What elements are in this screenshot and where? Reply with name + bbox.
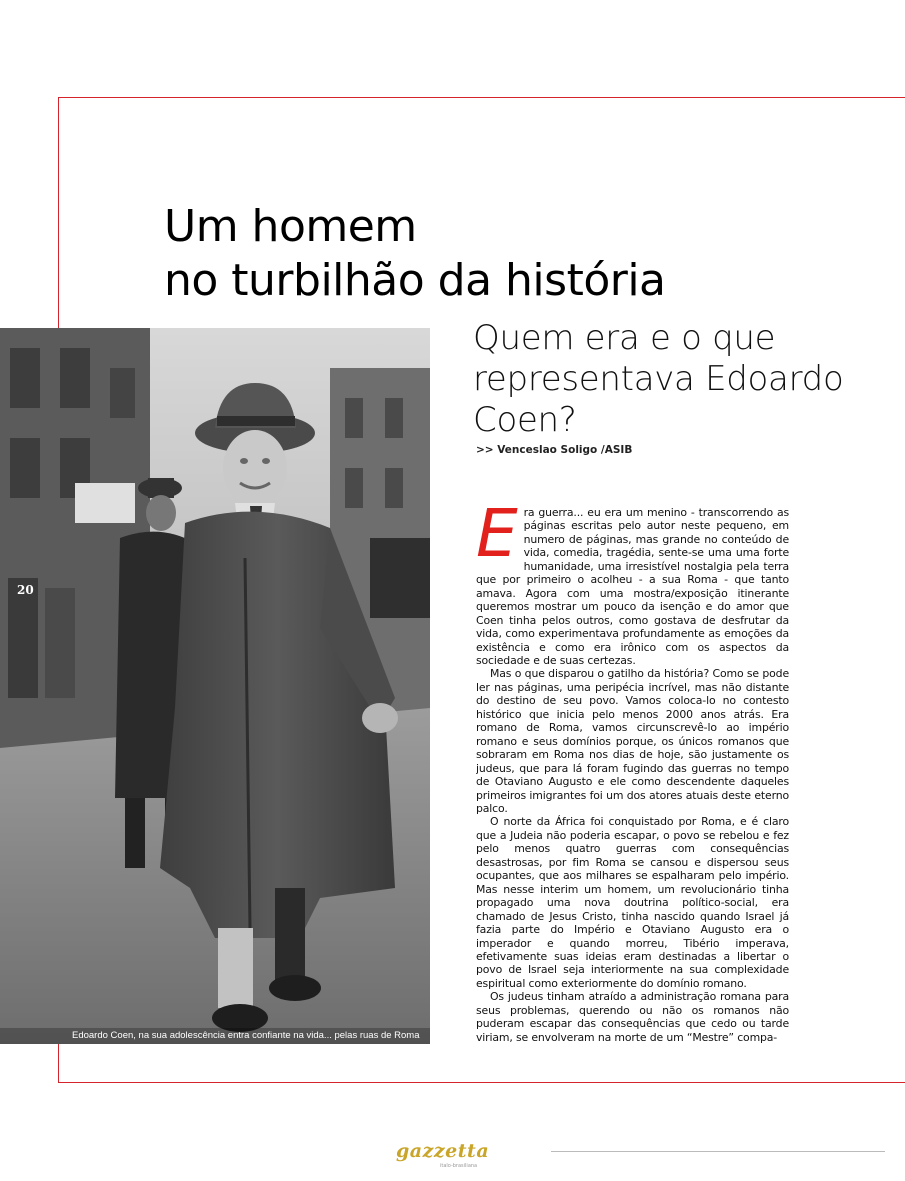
frame-top-rule	[58, 97, 905, 98]
page-number: 20	[17, 583, 34, 597]
article-photo	[0, 328, 430, 1044]
title-line-1: Um homem	[164, 201, 417, 252]
gazzetta-logo-subtitle: italo-brasiliana	[440, 1163, 478, 1169]
photo-illustration	[0, 328, 430, 1044]
paragraph-3: O norte da África foi conquistado por Roma, e é claro que a Judeia não poderia escapar, o povo se rebelou e fez pelo menos quatro guerras com consequências desastrosas, por fim Roma se cansou e dispersou seus ocupantes, que aos milhares se espalharam pelo império. Mas nesse interim um homem, um revolucionário tinha propagado uma nova doutrina político-social, era chamado de Jesus Cristo, tinha nascido quando Israel já fazia parte do Império e Otaviano Augusto era o imperador e quando morreu, Tibério imperava, efetivamente suas ideias eram destinadas a libertar o povo de Israel seja interiormente na sua complexidade espiritual como exteriormente do domínio romano.	[476, 815, 789, 990]
frame-bottom-rule	[58, 1082, 905, 1083]
paragraph-4: Os judeus tinham atraído a administração romana para seus problemas, querendo ou não os romanos não puderam escapar das consequências que cedo ou tarde viriam, se envolveram na morte de um “Mestre” compa-	[476, 990, 789, 1044]
byline: >> Venceslao Soligo /ASIB	[476, 444, 633, 456]
paragraph-1: Era guerra... eu era um menino - transcorrendo as páginas escritas pelo autor neste pequeno, em numero de páginas, mas grande no conteúdo de vida, comedia, tragédia, sente-se uma uma forte humanidade, uma irresistível nostalgia pela terra que por primeiro o acolheu - a sua Roma - que tanto amava. Agora com uma mostra/exposição itinerante queremos mostrar um pouco da isenção e do amor que Coen tinha pelos outros, como gostava de desfrutar da vida, como experimentava profundamente as emoções da existência e como era irônico com os aspectos da sociedade e de suas certezas.	[476, 506, 789, 667]
title-line-2: no turbilhão da história	[164, 255, 666, 306]
paragraph-2: Mas o que disparou o gatilho da história? Como se pode ler nas páginas, uma peripécia incrível, mas não distante do destino de seu povo. Vamos coloca-lo no contesto histórico que inicia pelo menos 2000 anos atrás. Era romano de Roma, vamos circunscrevê-lo ao império romano e seus domínios porque, os únicos romanos que sobraram em Roma nos dias de hoje, são justamente os judeus, que para lá foram fugindo das guerras no tempo de Otaviano Augusto e ele como descendente daqueles primeiros imigrantes foi um dos atores atuais deste eterno palco.	[476, 667, 789, 815]
footer-rule	[551, 1151, 885, 1152]
article-subtitle: Quem era e o que representava Edoardo Coen?	[473, 318, 844, 440]
photo-caption: Edoardo Coen, na sua adolescência entra confiante na vida... pelas ruas de Roma	[72, 1030, 420, 1041]
article-body	[476, 506, 789, 1044]
drop-cap: E	[476, 506, 518, 572]
article-title	[164, 200, 666, 308]
gazzetta-logo: gazzetta	[396, 1140, 490, 1162]
